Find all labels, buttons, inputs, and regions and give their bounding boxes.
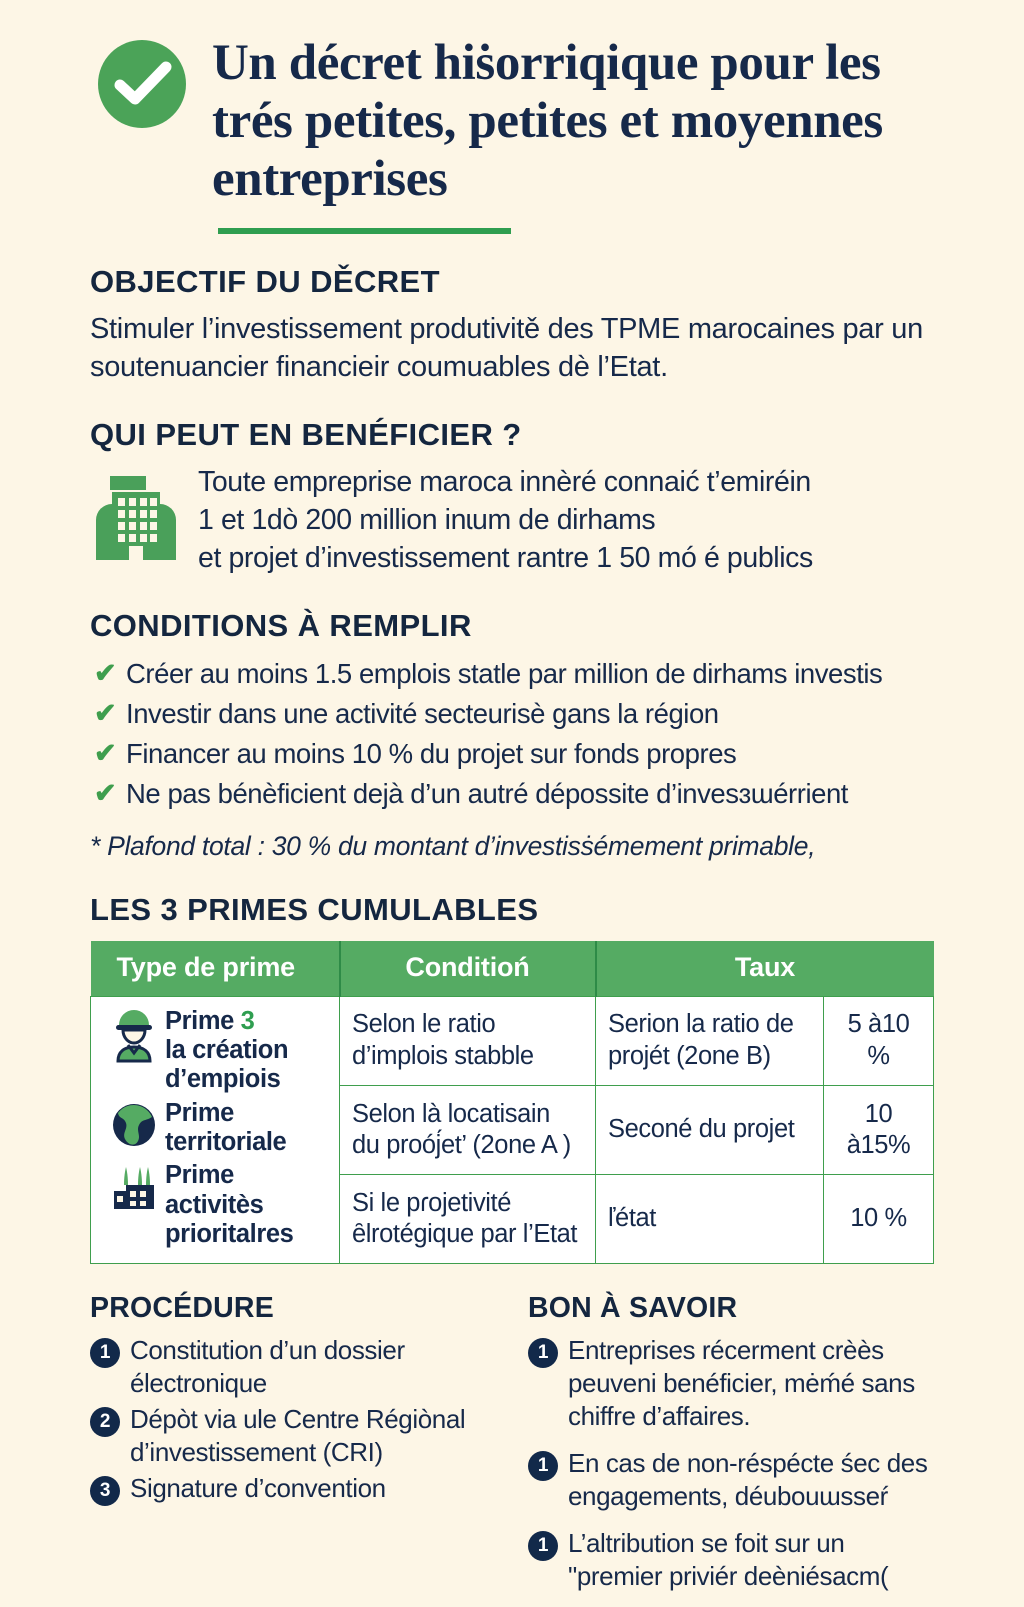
body-content	[0, 264, 1024, 1607]
primes-table-wrap	[90, 941, 984, 1265]
list-item	[90, 695, 984, 733]
list-item	[90, 1472, 490, 1506]
step-number-badge: 3	[90, 1476, 120, 1506]
objectif-paragraph: Stimuler l’investissement produtivitě des TPME marocaines par un soutenuancier financieir coumuables dè l’Etat.	[90, 313, 923, 384]
check-mark-glyph	[116, 62, 170, 106]
bottom-columns	[90, 1292, 984, 1607]
prime-label-pre: Prime	[165, 1098, 234, 1127]
prime-type-3-label	[165, 1161, 327, 1249]
column-header-taux: Taux	[596, 941, 934, 997]
note-number-badge: 1	[528, 1338, 558, 1368]
prime-label-rest: territoriale	[165, 1128, 287, 1157]
table-row	[91, 996, 934, 1085]
beneficiaires-line-2: 1 et 1dò 200 million inɩum de dirhams	[198, 504, 656, 537]
step-number-badge: 2	[90, 1407, 120, 1437]
list-item	[90, 1403, 490, 1469]
prime-types-cell	[91, 996, 340, 1264]
cell-taux: Seconé du projet	[596, 1085, 824, 1174]
beneficiaires-line-1: Toute empreprise maroca innèré connaić t’emiréin	[198, 466, 811, 499]
conditions-footnote: * Plafond total : 30 % du montant d’investisṡémement primable,	[90, 830, 816, 861]
page-title: Un décret hiṡorriqique pour les trés petites, petites et moyennes entreprises	[212, 35, 883, 208]
note-text: En cas de non‑réspécte śec des engagements, déubouɯsseŕ	[568, 1448, 928, 1512]
bon-a-savoir-column	[528, 1292, 928, 1607]
cell-taux: ľétat	[596, 1175, 824, 1264]
procedure-column	[90, 1292, 490, 1607]
cell-condition: Selon là locatisain du proój́et’ (2one A )	[340, 1085, 596, 1174]
cell-pct: 5 à10 %	[824, 996, 934, 1085]
list-item	[90, 1334, 490, 1400]
prime-label-pre: Prime	[165, 1006, 241, 1035]
procedure-steps-list	[90, 1334, 490, 1506]
section-heading-procedure: PROCÉDURE	[90, 1292, 274, 1325]
factory-icon	[103, 1161, 165, 1221]
condition-text: Ne pas bénèficient dejà d’un autré dépossite d’invesɜɯérrient	[126, 777, 848, 809]
note-text: L’altribution se foit sur un "premier priviér deèniésacm(	[568, 1528, 889, 1592]
note-number-badge: 1	[528, 1451, 558, 1481]
step-number-badge: 1	[90, 1338, 120, 1368]
note-text: Entreprises récerment crèès peuveni benéficier, mėḿé sans chiffre d’affaires.	[568, 1335, 915, 1432]
column-header-type: Type de prime	[91, 941, 340, 997]
cell-condition: Selon le ratio d’implois stabble	[340, 996, 596, 1085]
list-item	[528, 1447, 928, 1513]
beneficiaires-line-3: et projet d’investissement rantre 1 50 mó é publics	[198, 542, 813, 575]
list-item	[90, 775, 984, 813]
cell-pct: 10 %	[824, 1175, 934, 1264]
list-item	[528, 1334, 928, 1433]
prime-type-3	[103, 1161, 327, 1249]
table-header-row	[91, 941, 934, 997]
list-item	[528, 1527, 928, 1593]
section-heading-bon-a-savoir: BON À SAVOIR	[528, 1292, 738, 1325]
worker-helmet-icon	[103, 1007, 165, 1073]
beneficiaires-row	[90, 464, 984, 578]
section-heading-primes: LES 3 PRIMES CUMULABLES	[90, 891, 539, 927]
check-mark-icon: ✔	[94, 777, 117, 808]
column-header-condition: Conditioń	[340, 941, 596, 997]
prime-label-rest: activitès prioritalres	[165, 1190, 294, 1248]
condition-text: Créer au moins 1.5 emplois statle par million de dirhams investis	[126, 658, 883, 690]
condition-text: Financer au moins 10 % du projet sur fonds propres	[126, 737, 737, 769]
globe-icon	[103, 1099, 165, 1157]
cell-condition: Si le pɾojetivité ȇlrotégique par l’Etat	[340, 1175, 596, 1264]
condition-text: Investir dans une activité secteurisè gans la région	[126, 697, 719, 729]
section-heading-beneficiaires: QUI PEUT EN BENÉFICIER ?	[90, 417, 522, 453]
step-text: Signature d’convention	[130, 1473, 386, 1504]
prime-label-rest: la création d’empiois	[165, 1036, 289, 1094]
prime-type-1-label	[165, 1007, 327, 1095]
conditions-list	[90, 655, 984, 813]
section-heading-conditions: CONDITIONS À REMPLIR	[90, 608, 472, 644]
prime-type-1	[103, 1007, 327, 1095]
check-mark-icon: ✔	[94, 658, 117, 689]
prime-label-pre: Prime	[165, 1161, 234, 1190]
cell-taux: Serion la ratio de projét (2one B)	[596, 996, 824, 1085]
list-item	[90, 735, 984, 773]
title-underline-rule	[218, 228, 511, 234]
prime-type-2-label	[165, 1099, 286, 1158]
note-number-badge: 1	[528, 1531, 558, 1561]
section-heading-objectif: OBJECTIF DU DĚCRET	[90, 264, 440, 300]
bon-a-savoir-list	[528, 1334, 928, 1593]
check-mark-icon: ✔	[94, 737, 117, 768]
prime-label-number: 3	[240, 1006, 255, 1035]
primes-table	[90, 941, 934, 1265]
beneficiaires-text	[198, 464, 813, 578]
check-mark-icon: ✔	[94, 697, 117, 728]
cell-pct: 10 à15%	[824, 1085, 934, 1174]
prime-type-2	[103, 1099, 327, 1158]
step-text: Constitution d’un dossier électronique	[130, 1335, 405, 1399]
header	[0, 0, 1024, 208]
list-item	[90, 655, 984, 693]
step-text: Dépòt via ule Centre Régiònal d’investissement (CRI)	[130, 1404, 466, 1468]
office-building-icon	[90, 472, 186, 573]
check-circle-icon	[98, 40, 186, 128]
